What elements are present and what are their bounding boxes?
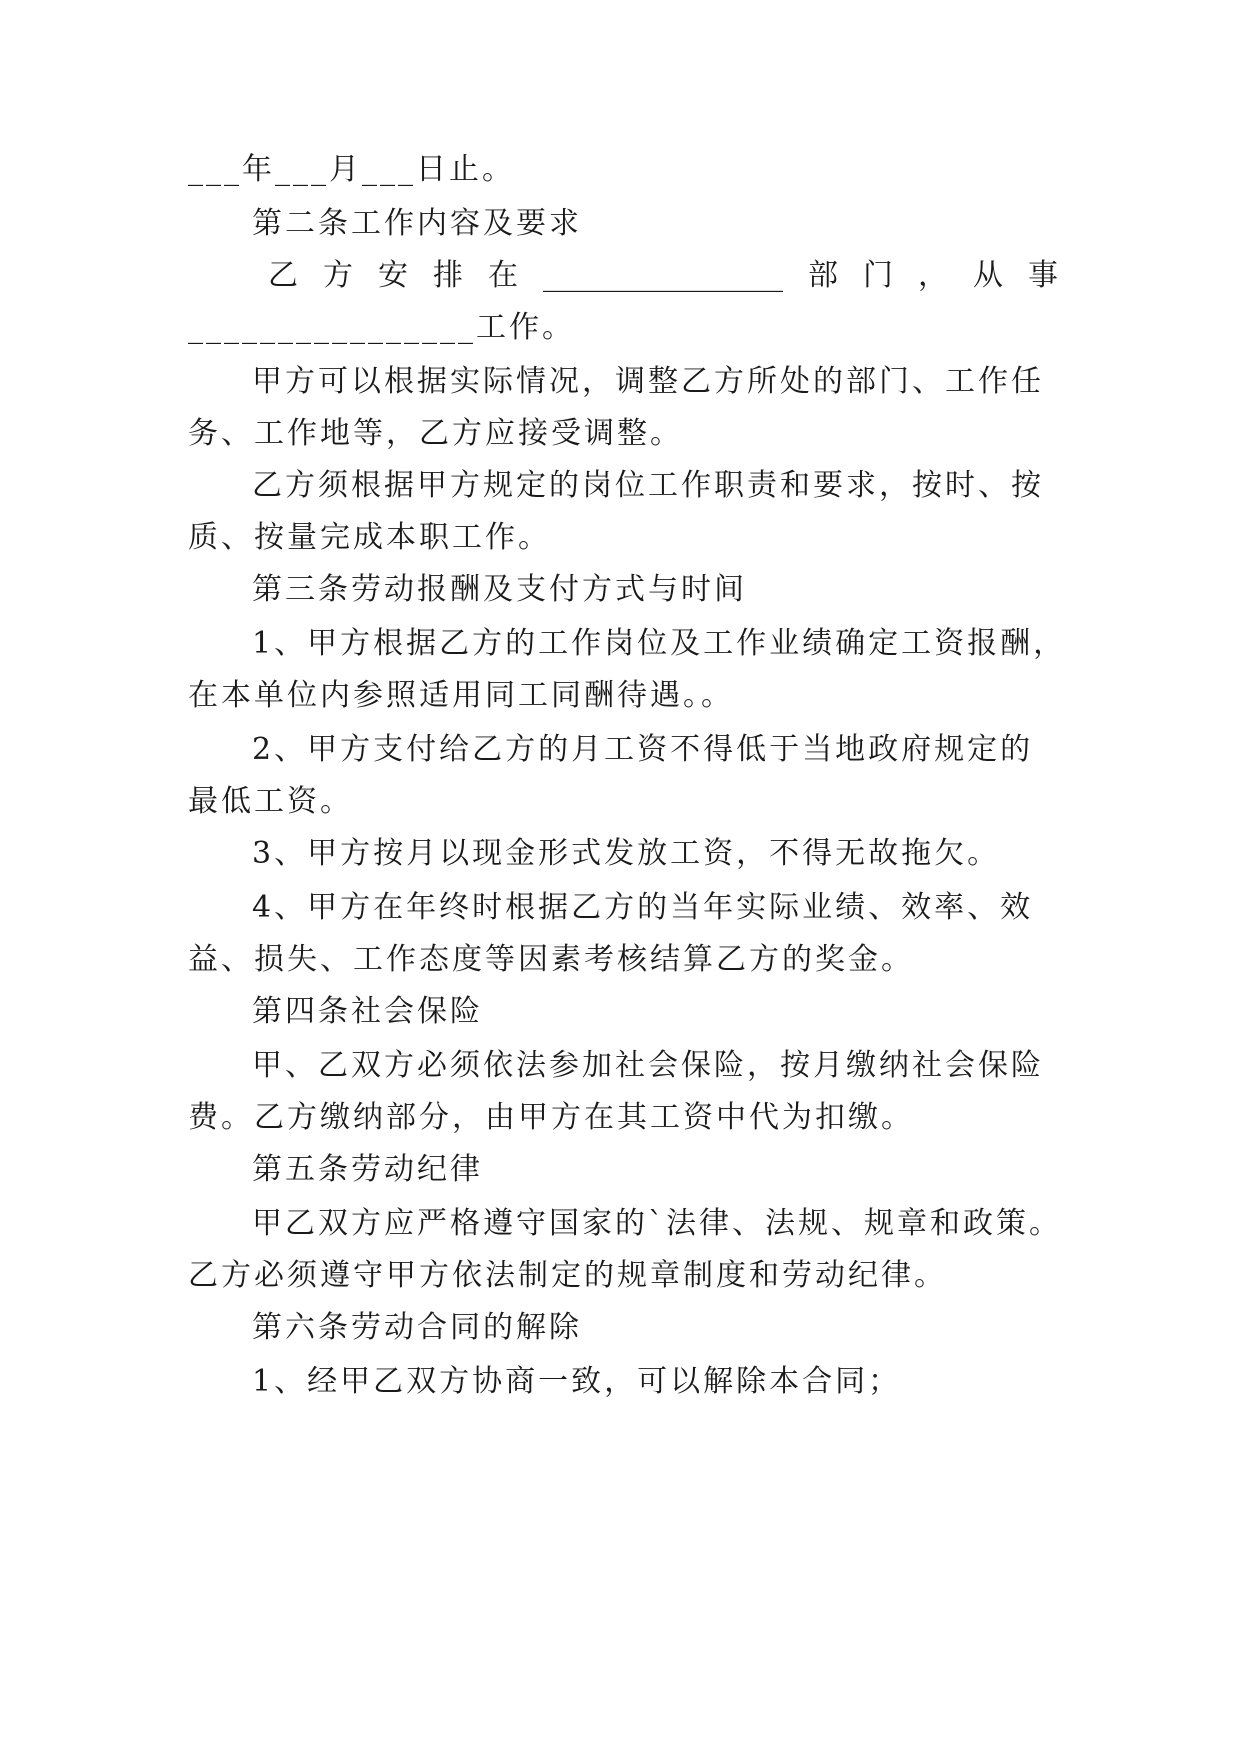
section-heading-6: 第六条劳动合同的解除 — [252, 1310, 582, 1345]
paragraph-line: 质、按量完成本职工作。 — [188, 520, 551, 555]
char: 事 — [1028, 258, 1058, 293]
paragraph-line: 甲方可以根据实际情况，调整乙方所处的部门、工作任 — [252, 364, 1044, 399]
paragraph-line: 务、工作地等，乙方应接受调整。 — [188, 416, 683, 451]
department-blank: ________________ — [543, 258, 783, 293]
char: 门 — [863, 258, 893, 293]
paragraph-line: 费。乙方缴纳部分，由甲方在其工资中代为扣缴。 — [188, 1100, 914, 1135]
char: 从 — [973, 258, 1003, 293]
section-heading-5: 第五条劳动纪律 — [252, 1152, 483, 1187]
paragraph-line: 3、甲方按月以现金形式发放工资，不得无故拖欠。 — [252, 836, 1001, 871]
paragraph-line: 甲、乙双方必须依法参加社会保险，按月缴纳社会保险 — [252, 1048, 1044, 1083]
text-line-job: ________________工作。 — [188, 310, 575, 345]
char: 安 — [378, 258, 408, 293]
paragraph-line: 乙方须根据甲方规定的岗位工作职责和要求，按时、按 — [252, 468, 1044, 503]
paragraph-line: 最低工资。 — [188, 784, 353, 819]
char: ， — [918, 258, 948, 293]
text-line-1: ___年___月___日止。 — [188, 152, 515, 187]
char: 乙 — [268, 258, 298, 293]
paragraph-line: 2、甲方支付给乙方的月工资不得低于当地政府规定的 — [252, 732, 1034, 767]
paragraph-line: 4、甲方在年终时根据乙方的当年实际业绩、效率、效 — [252, 890, 1034, 925]
char: 部 — [808, 258, 838, 293]
char: 在 — [488, 258, 518, 293]
char: 排 — [433, 258, 463, 293]
paragraph-line: 益、损失、工作态度等因素考核结算乙方的奖金。 — [188, 942, 914, 977]
paragraph-line: 1、经甲乙双方协商一致，可以解除本合同； — [252, 1364, 902, 1399]
char: 方 — [323, 258, 353, 293]
text-line-assignment — [188, 256, 1058, 296]
paragraph-line: 在本单位内参照适用同工同酬待遇。。 — [188, 678, 734, 713]
section-heading-4: 第四条社会保险 — [252, 994, 483, 1029]
paragraph-line: 乙方必须遵守甲方依法制定的规章制度和劳动纪律。 — [188, 1258, 947, 1293]
section-heading-3: 第三条劳动报酬及支付方式与时间 — [252, 572, 747, 607]
section-heading-2: 第二条工作内容及要求 — [252, 206, 582, 241]
paragraph-line: 甲乙双方应严格遵守国家的`法律、法规、规章和政策。 — [252, 1206, 1062, 1241]
paragraph-line: 1、甲方根据乙方的工作岗位及工作业绩确定工资报酬， — [252, 626, 1067, 661]
